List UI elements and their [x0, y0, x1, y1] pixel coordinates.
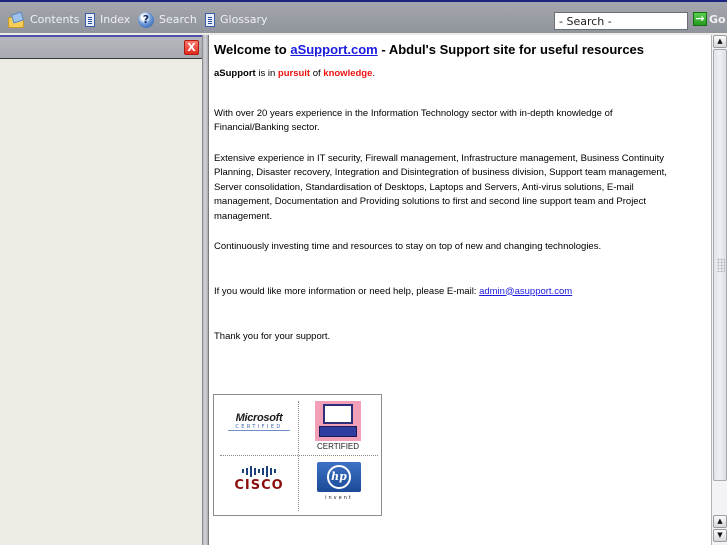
- help-question-icon: ?: [138, 12, 154, 28]
- tagline-text: .: [372, 68, 376, 79]
- scroll-down-button[interactable]: [713, 529, 727, 542]
- navigation-pane-header: [0, 35, 202, 59]
- hp-logo-icon: [317, 462, 361, 492]
- go-label: Go: [709, 12, 726, 26]
- hp-wordmark: hp: [327, 465, 351, 489]
- glossary-document-icon: [205, 13, 215, 27]
- divider: [220, 455, 378, 456]
- toolbar-glossary-button[interactable]: [205, 11, 268, 28]
- microsoft-wordmark: Microsoft: [235, 412, 283, 424]
- tagline-knowledge: knowledge: [323, 68, 373, 79]
- content-scrollbar[interactable]: [711, 35, 727, 545]
- scroll-up-small-button[interactable]: [713, 515, 727, 528]
- tagline-text: of: [310, 68, 324, 79]
- thanks-paragraph: Thank you for your support.: [214, 331, 331, 342]
- cisco-bars-icon: [228, 464, 290, 478]
- tagline-brand: aSupport: [214, 68, 256, 79]
- skills-paragraph: Extensive experience in IT security, Firewall management, Infrastructure management, Business Continuity Planning, Disaster recovery, Integration and Disintegration of business division, Support team management, Server consolidation, Standardisation of Desktops, Laptops and Servers, Anti-virus solutions, E-mail management, Documentation and Providing solutions to first and second line support team and Project management.: [214, 152, 667, 222]
- page-title: [214, 42, 706, 57]
- title-prefix: Welcome to: [214, 42, 291, 57]
- investing-paragraph: Continuously investing time and resources to stay on top of new and changing technologies.: [214, 241, 602, 252]
- navigation-pane: [0, 35, 202, 545]
- contact-text: If you would like more information or need help, please E-mail:: [214, 285, 480, 297]
- certifications-panel: [213, 394, 382, 516]
- email-link[interactable]: admin@asupport.com: [479, 285, 573, 297]
- toolbar-contents-button[interactable]: [7, 11, 79, 28]
- arrow-up-icon: ▲: [717, 37, 723, 45]
- grip-icon: [717, 258, 725, 272]
- go-button[interactable]: [693, 12, 726, 26]
- index-document-icon: [85, 13, 95, 27]
- tagline: [214, 67, 706, 82]
- top-toolbar: [0, 0, 727, 33]
- site-link[interactable]: aSupport.com: [290, 42, 378, 57]
- divider: [298, 401, 299, 511]
- tagline-text: is in: [255, 68, 278, 79]
- close-icon: X: [187, 41, 196, 54]
- close-pane-button[interactable]: [184, 40, 199, 55]
- search-input[interactable]: [554, 12, 688, 30]
- toolbar-search-button[interactable]: [138, 11, 197, 28]
- microsoft-certified-text: CERTIFIED: [228, 424, 290, 431]
- comptia-certified-logo: [311, 401, 365, 451]
- toolbar-glossary-label: Glossary: [220, 13, 268, 26]
- arrow-down-icon: ▼: [717, 531, 723, 539]
- title-suffix: - Abdul's Support site for useful resources: [377, 42, 645, 57]
- comptia-certified-text: CERTIFIED: [316, 442, 360, 451]
- toolbar-index-button[interactable]: [85, 11, 130, 28]
- go-arrow-icon: →: [693, 12, 707, 26]
- scroll-thumb[interactable]: [713, 49, 727, 481]
- toolbar-search-label: Search: [159, 13, 197, 26]
- hp-invent-logo: [317, 462, 361, 501]
- hp-invent-text: invent: [325, 495, 353, 501]
- cisco-logo: [228, 464, 290, 493]
- contents-folder-icon: [7, 12, 25, 28]
- scroll-up-button[interactable]: [713, 35, 727, 48]
- experience-paragraph: With over 20 years experience in the Information Technology sector with in-depth knowledge of Financial/Banking sector.: [214, 107, 613, 133]
- contact-paragraph: [214, 285, 706, 300]
- arrow-up-icon: ▲: [717, 517, 723, 525]
- toolbar-index-label: Index: [100, 13, 131, 26]
- microsoft-certified-logo: [228, 412, 290, 431]
- computer-icon: [315, 401, 361, 441]
- tagline-pursuit: pursuit: [277, 68, 311, 79]
- cisco-wordmark: CISCO: [234, 478, 284, 493]
- content-pane: [208, 35, 711, 545]
- toolbar-contents-label: Contents: [30, 13, 80, 26]
